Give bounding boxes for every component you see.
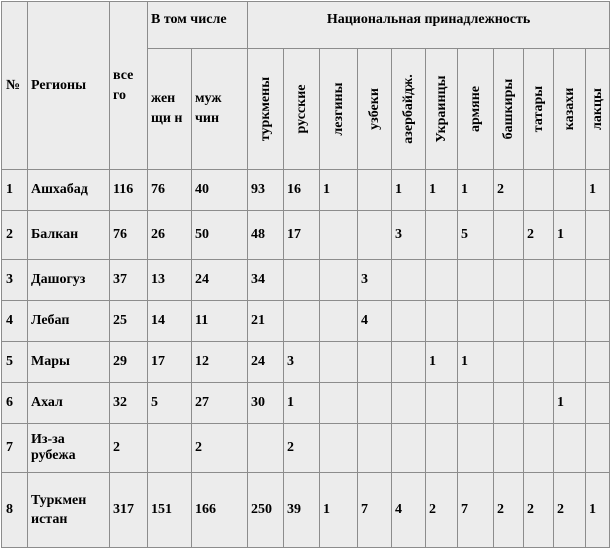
- row-nationality-count: 2: [494, 473, 524, 548]
- row-nationality-count: 17: [284, 211, 320, 260]
- header-total: все го: [110, 2, 148, 170]
- row-total: 37: [110, 260, 148, 301]
- row-nationality-count: [586, 424, 610, 473]
- row-nationality-count: [586, 342, 610, 383]
- row-nationality-count: [392, 260, 426, 301]
- row-nationality-count: 250: [248, 473, 284, 548]
- row-nationality-count: [586, 211, 610, 260]
- row-male: 24: [192, 260, 248, 301]
- header-gender-group: В том числе: [148, 2, 248, 49]
- row-nationality-count: 1: [554, 211, 586, 260]
- row-nationality-count: [392, 342, 426, 383]
- row-nationality-count: [426, 383, 458, 424]
- row-nationality-count: [524, 170, 554, 211]
- row-nationality-count: 39: [284, 473, 320, 548]
- row-nationality-count: 1: [426, 342, 458, 383]
- row-total: 2: [110, 424, 148, 473]
- row-nationality-count: 2: [524, 473, 554, 548]
- row-male: 12: [192, 342, 248, 383]
- table-row: [2, 424, 610, 473]
- table-row: [2, 211, 610, 260]
- statistics-table: [1, 1, 610, 548]
- row-total: 29: [110, 342, 148, 383]
- header-nationality: лезгины: [320, 49, 358, 170]
- row-nationality-count: [524, 424, 554, 473]
- row-nationality-count: [320, 211, 358, 260]
- row-nationality-count: 21: [248, 301, 284, 342]
- row-nationality-count: [586, 301, 610, 342]
- row-male: 40: [192, 170, 248, 211]
- header-num: №: [2, 2, 28, 170]
- row-region: Ашхабад: [28, 170, 110, 211]
- row-nationality-count: [392, 383, 426, 424]
- header-female: жен щи н: [148, 49, 192, 170]
- header-region: Регионы: [28, 2, 110, 170]
- row-male: 166: [192, 473, 248, 548]
- row-nationality-count: [426, 260, 458, 301]
- table-row: [2, 473, 610, 548]
- row-num: 2: [2, 211, 28, 260]
- row-nationality-count: 1: [586, 170, 610, 211]
- row-nationality-count: [586, 383, 610, 424]
- row-total: 76: [110, 211, 148, 260]
- row-nationality-count: 3: [358, 260, 392, 301]
- row-nationality-count: [426, 424, 458, 473]
- row-region: Балкан: [28, 211, 110, 260]
- row-nationality-count: 2: [554, 473, 586, 548]
- row-nationality-count: [554, 260, 586, 301]
- table-row: [2, 170, 610, 211]
- row-nationality-count: [554, 170, 586, 211]
- row-male: 50: [192, 211, 248, 260]
- row-nationality-count: [426, 211, 458, 260]
- row-nationality-count: 30: [248, 383, 284, 424]
- row-nationality-count: 2: [524, 211, 554, 260]
- row-num: 6: [2, 383, 28, 424]
- row-nationality-count: [392, 424, 426, 473]
- row-nationality-count: 1: [426, 170, 458, 211]
- row-nationality-count: [494, 260, 524, 301]
- row-nationality-count: [524, 301, 554, 342]
- row-nationality-count: 7: [458, 473, 494, 548]
- row-nationality-count: [494, 383, 524, 424]
- row-male: 27: [192, 383, 248, 424]
- row-nationality-count: 93: [248, 170, 284, 211]
- row-female: 13: [148, 260, 192, 301]
- header-nationality: русские: [284, 49, 320, 170]
- table-row: [2, 342, 610, 383]
- row-nationality-count: [320, 342, 358, 383]
- row-total: 32: [110, 383, 148, 424]
- row-female: 5: [148, 383, 192, 424]
- row-nationality-count: [586, 260, 610, 301]
- row-nationality-count: [358, 383, 392, 424]
- row-female: 76: [148, 170, 192, 211]
- row-nationality-count: [494, 424, 524, 473]
- row-nationality-count: [320, 260, 358, 301]
- row-nationality-count: 1: [320, 170, 358, 211]
- row-nationality-count: 2: [426, 473, 458, 548]
- row-nationality-count: [358, 170, 392, 211]
- header-nationality: башкиры: [494, 49, 524, 170]
- header-nationality: татары: [524, 49, 554, 170]
- table-row: [2, 260, 610, 301]
- row-nationality-count: [320, 383, 358, 424]
- row-region: Ахал: [28, 383, 110, 424]
- row-region: Дашогуз: [28, 260, 110, 301]
- row-nationality-count: 1: [320, 473, 358, 548]
- row-nationality-count: [320, 301, 358, 342]
- row-nationality-count: 16: [284, 170, 320, 211]
- header-male: муж чин: [192, 49, 248, 170]
- row-nationality-count: 2: [284, 424, 320, 473]
- header-nationality: казахи: [554, 49, 586, 170]
- row-nationality-count: 1: [458, 342, 494, 383]
- row-nationality-count: [458, 424, 494, 473]
- row-nationality-count: 3: [284, 342, 320, 383]
- row-female: [148, 424, 192, 473]
- row-nationality-count: [320, 424, 358, 473]
- row-nationality-count: [494, 342, 524, 383]
- row-nationality-count: 4: [358, 301, 392, 342]
- row-nationality-count: [458, 260, 494, 301]
- row-nationality-count: 48: [248, 211, 284, 260]
- header-nationality: Украинцы: [426, 49, 458, 170]
- row-nationality-count: [458, 301, 494, 342]
- row-num: 7: [2, 424, 28, 473]
- row-nationality-count: [458, 383, 494, 424]
- header-nationality-group: Национальная принадлежность: [248, 2, 610, 49]
- row-female: 26: [148, 211, 192, 260]
- row-nationality-count: 4: [392, 473, 426, 548]
- row-region: Мары: [28, 342, 110, 383]
- row-nationality-count: [358, 342, 392, 383]
- row-num: 8: [2, 473, 28, 548]
- row-nationality-count: [554, 342, 586, 383]
- header-nationality: лакцы: [586, 49, 610, 170]
- row-nationality-count: 34: [248, 260, 284, 301]
- row-region: Из-за рубежа: [28, 424, 110, 473]
- row-nationality-count: [524, 342, 554, 383]
- row-nationality-count: [524, 260, 554, 301]
- row-nationality-count: [494, 301, 524, 342]
- header-nationality: азербайдж.: [392, 49, 426, 170]
- row-male: 2: [192, 424, 248, 473]
- row-total: 317: [110, 473, 148, 548]
- row-nationality-count: [554, 301, 586, 342]
- row-nationality-count: 1: [586, 473, 610, 548]
- row-nationality-count: 2: [494, 170, 524, 211]
- header-nationality: туркмены: [248, 49, 284, 170]
- row-nationality-count: 5: [458, 211, 494, 260]
- header-nationality: узбеки: [358, 49, 392, 170]
- row-nationality-count: 1: [458, 170, 494, 211]
- row-nationality-count: [392, 301, 426, 342]
- row-nationality-count: 1: [554, 383, 586, 424]
- row-nationality-count: 24: [248, 342, 284, 383]
- row-total: 116: [110, 170, 148, 211]
- header-nationality: армяне: [458, 49, 494, 170]
- row-nationality-count: [248, 424, 284, 473]
- row-nationality-count: 7: [358, 473, 392, 548]
- row-female: 14: [148, 301, 192, 342]
- row-nationality-count: [524, 383, 554, 424]
- row-nationality-count: 1: [392, 170, 426, 211]
- row-nationality-count: 1: [284, 383, 320, 424]
- row-nationality-count: [494, 211, 524, 260]
- table-row: [2, 301, 610, 342]
- row-num: 5: [2, 342, 28, 383]
- row-nationality-count: [426, 301, 458, 342]
- row-nationality-count: 3: [392, 211, 426, 260]
- row-male: 11: [192, 301, 248, 342]
- row-nationality-count: [358, 211, 392, 260]
- row-nationality-count: [554, 424, 586, 473]
- row-region: Лебап: [28, 301, 110, 342]
- row-nationality-count: [284, 301, 320, 342]
- row-num: 4: [2, 301, 28, 342]
- row-female: 151: [148, 473, 192, 548]
- row-nationality-count: [358, 424, 392, 473]
- row-region: Туркмен истан: [28, 473, 110, 548]
- row-nationality-count: [284, 260, 320, 301]
- table-row: [2, 383, 610, 424]
- row-num: 3: [2, 260, 28, 301]
- row-num: 1: [2, 170, 28, 211]
- row-total: 25: [110, 301, 148, 342]
- row-female: 17: [148, 342, 192, 383]
